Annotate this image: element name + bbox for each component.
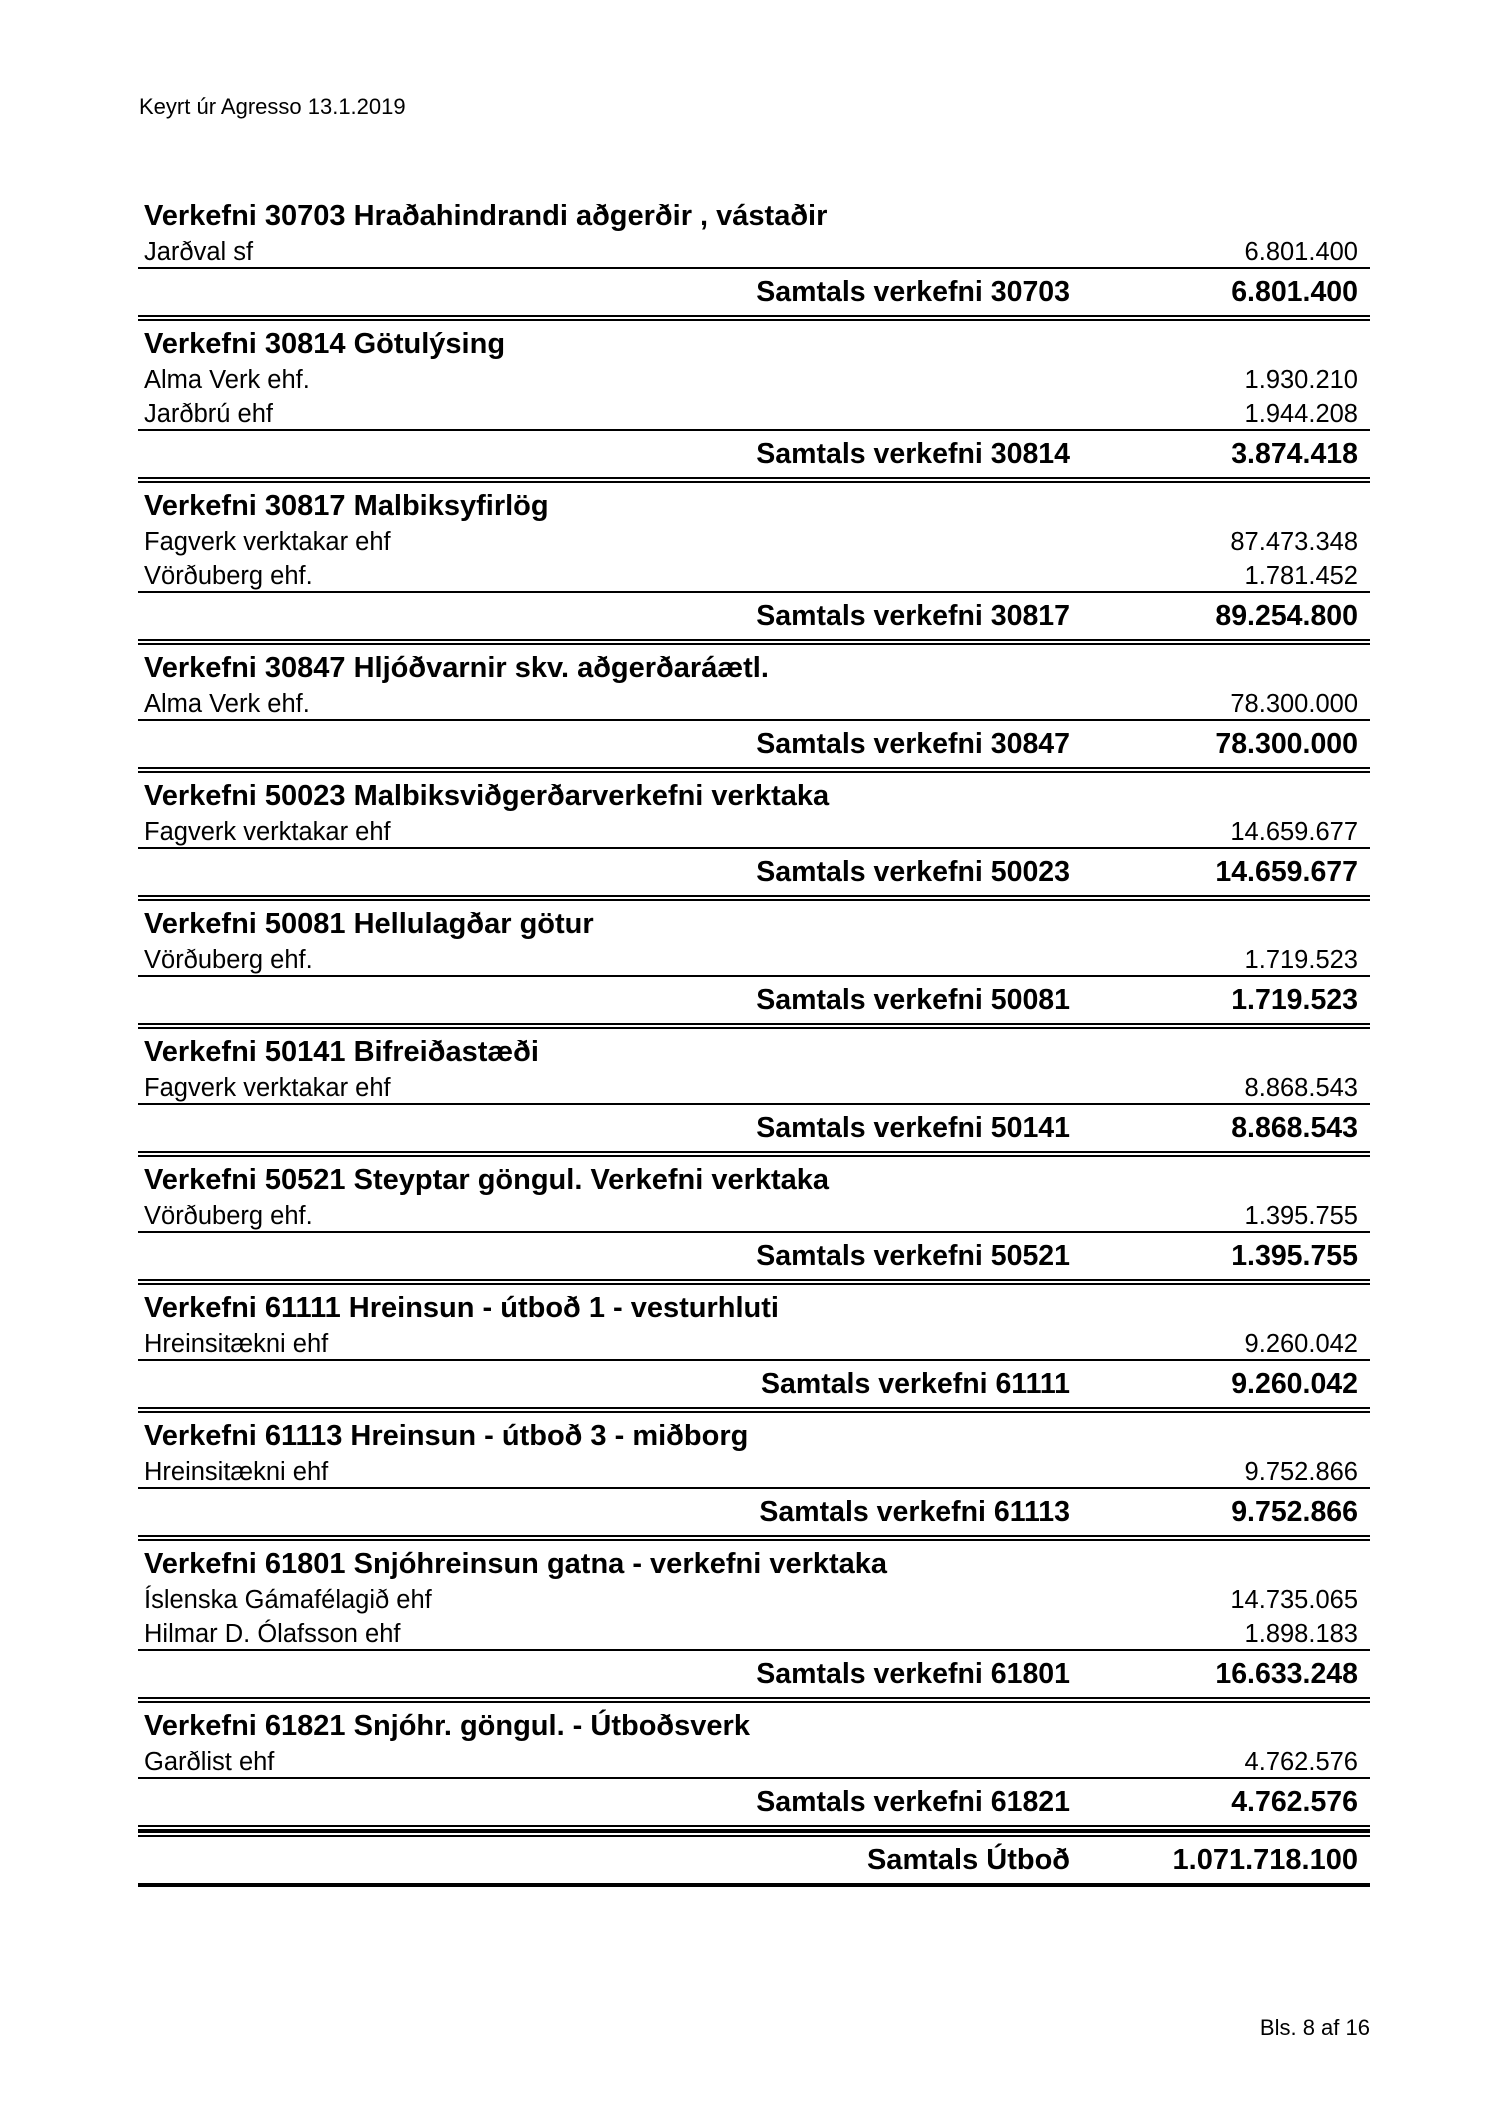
contractor-row xyxy=(138,559,1370,593)
section-total-row xyxy=(138,721,1370,773)
section-total-value: 16.633.248 xyxy=(1215,1658,1358,1690)
project-section xyxy=(138,487,1370,645)
section-total-label: Samtals verkefni 30817 xyxy=(756,600,1070,632)
project-section xyxy=(138,1417,1370,1541)
contractor-name: Vörðuberg ehf. xyxy=(144,1202,313,1230)
project-section xyxy=(138,905,1370,1029)
section-total-row xyxy=(138,1651,1370,1703)
contractor-row xyxy=(138,687,1370,721)
project-section xyxy=(138,1545,1370,1703)
section-total-value: 89.254.800 xyxy=(1215,600,1358,632)
contractor-list xyxy=(138,1327,1370,1361)
section-total-value: 9.752.866 xyxy=(1231,1496,1358,1528)
contractor-row xyxy=(138,397,1370,431)
project-report xyxy=(138,197,1370,1887)
section-total-label: Samtals verkefni 30703 xyxy=(756,276,1070,308)
section-title: Verkefni 50023 Malbiksviðgerðarverkefni verktaka xyxy=(144,780,830,812)
section-total-label: Samtals verkefni 50081 xyxy=(756,984,1070,1016)
contractor-list xyxy=(138,1199,1370,1233)
project-section xyxy=(138,325,1370,483)
project-section xyxy=(138,649,1370,773)
section-total-label: Samtals verkefni 50521 xyxy=(756,1240,1070,1272)
contractor-name: Vörðuberg ehf. xyxy=(144,562,313,590)
section-total-value: 8.868.543 xyxy=(1231,1112,1358,1144)
contractor-list xyxy=(138,1455,1370,1489)
page-number: Bls. 8 af 16 xyxy=(1259,2015,1370,2040)
section-total-label: Samtals verkefni 50023 xyxy=(756,856,1070,888)
contractor-amount: 1.719.523 xyxy=(1244,946,1358,974)
project-section xyxy=(138,197,1370,321)
contractor-name: Alma Verk ehf. xyxy=(144,690,310,718)
project-section xyxy=(138,1033,1370,1157)
contractor-name: Jarðbrú ehf xyxy=(144,400,273,428)
grand-total-value: 1.071.718.100 xyxy=(1172,1844,1358,1876)
section-total-value: 6.801.400 xyxy=(1231,276,1358,308)
contractor-name: Alma Verk ehf. xyxy=(144,366,310,394)
section-total-label: Samtals verkefni 61111 xyxy=(761,1368,1070,1400)
contractor-amount: 6.801.400 xyxy=(1244,238,1358,266)
contractor-amount: 1.781.452 xyxy=(1244,562,1358,590)
contractor-amount: 14.735.065 xyxy=(1230,1586,1358,1614)
section-title: Verkefni 30814 Götulýsing xyxy=(144,328,506,360)
section-total-value: 9.260.042 xyxy=(1231,1368,1358,1400)
section-total-value: 1.719.523 xyxy=(1231,984,1358,1016)
contractor-list xyxy=(138,815,1370,849)
section-total-row xyxy=(138,1489,1370,1541)
section-title: Verkefni 50521 Steyptar göngul. Verkefni verktaka xyxy=(144,1164,830,1196)
contractor-row xyxy=(138,1617,1370,1651)
section-total-value: 1.395.755 xyxy=(1231,1240,1358,1272)
section-total-row xyxy=(138,1105,1370,1157)
contractor-amount: 4.762.576 xyxy=(1244,1748,1358,1776)
contractor-row xyxy=(138,1455,1370,1489)
grand-total-label: Samtals Útboð xyxy=(866,1844,1070,1876)
section-total-value: 3.874.418 xyxy=(1231,438,1358,470)
contractor-name: Íslenska Gámafélagið ehf xyxy=(144,1586,432,1614)
contractor-row xyxy=(138,1071,1370,1105)
section-total-row xyxy=(138,1233,1370,1285)
contractor-amount: 9.260.042 xyxy=(1244,1330,1358,1358)
contractor-list xyxy=(138,687,1370,721)
section-title: Verkefni 61111 Hreinsun - útboð 1 - vesturhluti xyxy=(144,1292,779,1324)
section-total-value: 78.300.000 xyxy=(1215,728,1358,760)
section-title: Verkefni 61113 Hreinsun - útboð 3 - miðborg xyxy=(144,1420,749,1452)
section-title: Verkefni 30817 Malbiksyfirlög xyxy=(144,490,549,522)
contractor-name: Jarðval sf xyxy=(144,238,254,266)
contractor-list xyxy=(138,1583,1370,1651)
contractor-row xyxy=(138,1745,1370,1779)
contractor-list xyxy=(138,525,1370,593)
contractor-row xyxy=(138,525,1370,559)
section-total-label: Samtals verkefni 61113 xyxy=(759,1496,1070,1528)
contractor-amount: 1.395.755 xyxy=(1244,1202,1358,1230)
section-total-row xyxy=(138,849,1370,901)
contractor-name: Garðlist ehf xyxy=(144,1748,275,1776)
section-total-label: Samtals verkefni 50141 xyxy=(756,1112,1070,1144)
sections-container xyxy=(138,197,1370,1831)
contractor-amount: 78.300.000 xyxy=(1230,690,1358,718)
contractor-row xyxy=(138,363,1370,397)
section-total-row xyxy=(138,977,1370,1029)
contractor-row xyxy=(138,815,1370,849)
section-total-label: Samtals verkefni 30814 xyxy=(756,438,1070,470)
project-section xyxy=(138,1161,1370,1285)
section-title: Verkefni 50081 Hellulagðar götur xyxy=(144,908,594,940)
section-total-value: 4.762.576 xyxy=(1231,1786,1358,1818)
contractor-list xyxy=(138,1745,1370,1779)
contractor-name: Hreinsitækni ehf xyxy=(144,1330,329,1358)
report-run-note: Keyrt úr Agresso 13.1.2019 xyxy=(139,94,406,119)
section-total-row xyxy=(138,1779,1370,1831)
project-section xyxy=(138,1289,1370,1413)
contractor-name: Hreinsitækni ehf xyxy=(144,1458,329,1486)
contractor-name: Fagverk verktakar ehf xyxy=(144,1074,391,1102)
section-total-label: Samtals verkefni 30847 xyxy=(756,728,1070,760)
section-title: Verkefni 61801 Snjóhreinsun gatna - verkefni verktaka xyxy=(144,1548,888,1580)
contractor-row xyxy=(138,235,1370,269)
contractor-amount: 14.659.677 xyxy=(1230,818,1358,846)
section-total-label: Samtals verkefni 61821 xyxy=(756,1786,1070,1818)
contractor-amount: 1.898.183 xyxy=(1244,1620,1358,1648)
project-section xyxy=(138,777,1370,901)
section-total-row xyxy=(138,593,1370,645)
contractor-list xyxy=(138,235,1370,269)
section-total-row xyxy=(138,269,1370,321)
section-total-label: Samtals verkefni 61801 xyxy=(756,1658,1070,1690)
contractor-amount: 9.752.866 xyxy=(1244,1458,1358,1486)
project-section xyxy=(138,1707,1370,1831)
contractor-amount: 1.944.208 xyxy=(1244,400,1358,428)
contractor-amount: 1.930.210 xyxy=(1244,366,1358,394)
contractor-list xyxy=(138,943,1370,977)
section-title: Verkefni 61821 Snjóhr. göngul. - Útboðsverk xyxy=(144,1710,750,1742)
contractor-list xyxy=(138,363,1370,431)
contractor-amount: 87.473.348 xyxy=(1230,528,1358,556)
contractor-row xyxy=(138,1199,1370,1233)
section-title: Verkefni 50141 Bifreiðastæði xyxy=(144,1036,539,1068)
section-total-value: 14.659.677 xyxy=(1215,856,1358,888)
contractor-row xyxy=(138,1583,1370,1617)
section-total-row xyxy=(138,1361,1370,1413)
section-title: Verkefni 30703 Hraðahindrandi aðgerðir , vástaðir xyxy=(144,200,828,232)
section-total-row xyxy=(138,431,1370,483)
contractor-row xyxy=(138,943,1370,977)
contractor-name: Fagverk verktakar ehf xyxy=(144,528,391,556)
contractor-name: Hilmar D. Ólafsson ehf xyxy=(144,1620,401,1648)
contractor-row xyxy=(138,1327,1370,1361)
contractor-list xyxy=(138,1071,1370,1105)
section-title: Verkefni 30847 Hljóðvarnir skv. aðgerðaráætl. xyxy=(144,652,769,684)
contractor-name: Vörðuberg ehf. xyxy=(144,946,313,974)
contractor-name: Fagverk verktakar ehf xyxy=(144,818,391,846)
grand-total-row xyxy=(138,1831,1370,1887)
contractor-amount: 8.868.543 xyxy=(1244,1074,1358,1102)
